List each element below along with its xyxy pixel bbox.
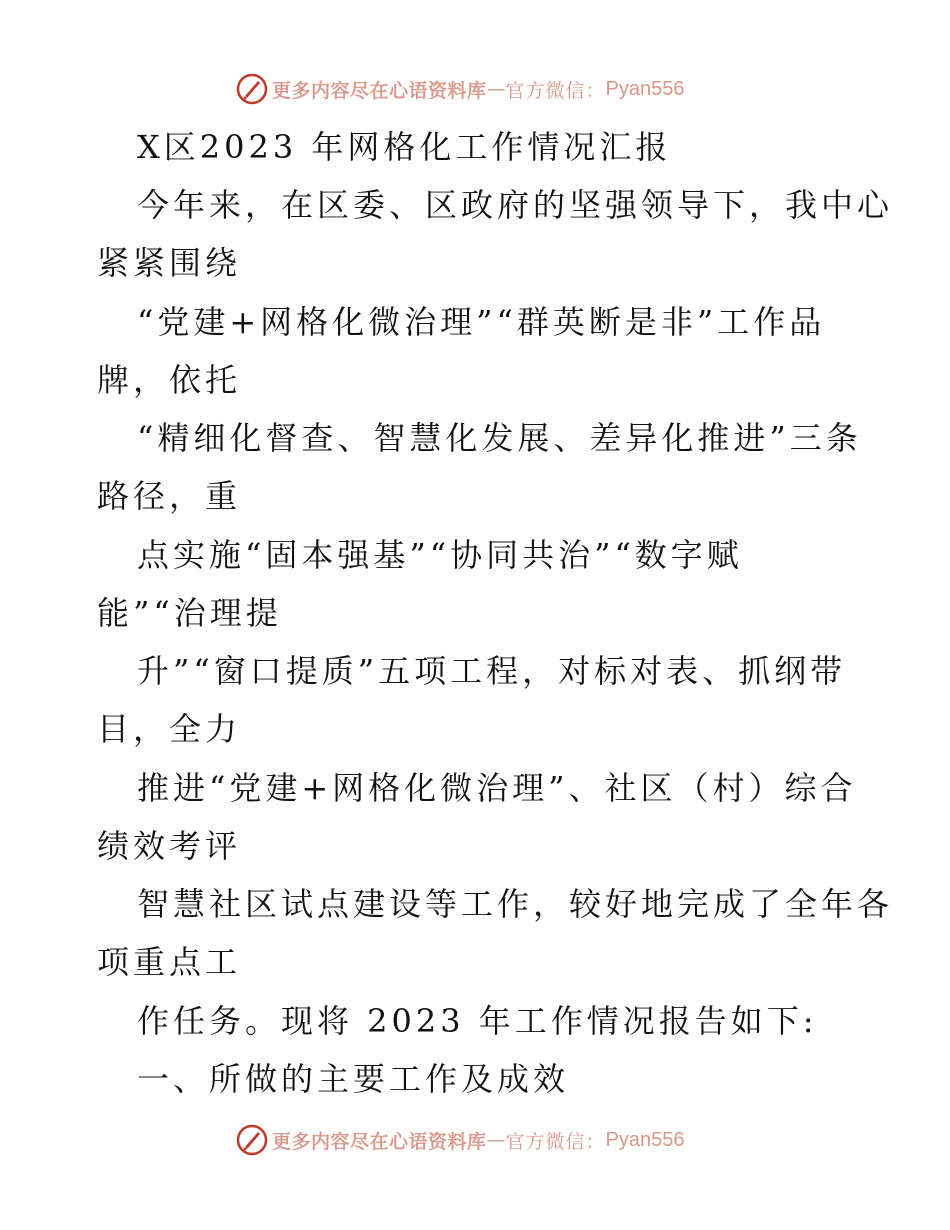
header-watermark: [236, 73, 685, 105]
footer-watermark: [236, 1124, 685, 1156]
watermark-account: Pyan556: [605, 1128, 685, 1151]
paragraph-line: 能”“治理提: [97, 594, 282, 632]
paragraph-line: “党建+网格化微治理”“群英断是非”工作品: [137, 303, 826, 341]
watermark-official-label: 官方微信：: [505, 79, 606, 102]
paragraph-line: 点实施“固本强基”“协同共治”“数字赋: [137, 536, 743, 574]
watermark-dash: —: [486, 1129, 506, 1151]
paragraph-line: “精细化督查、智慧化发展、差异化推进”三条: [137, 419, 862, 457]
paragraph-line: 推进“党建+网格化微治理”、社区（村）综合: [137, 769, 857, 807]
paragraph-line: 作任务。现将 2023 年工作情况报告如下:: [137, 1002, 818, 1040]
paragraph-line: 今年来，在区委、区政府的坚强领导下，我中心: [137, 186, 894, 224]
watermark-dash: —: [486, 78, 506, 100]
paragraph-line: 牌，依托: [97, 361, 242, 399]
document-title: X区2023 年网格化工作情况汇报: [137, 128, 672, 166]
paragraph-line: 智慧社区试点建设等工作，较好地完成了全年各: [137, 885, 894, 923]
watermark-official-label: 官方微信：: [505, 1130, 606, 1153]
paragraph-line: 升”“窗口提质”五项工程，对标对表、抓纲带: [137, 652, 847, 690]
quill-logo-icon: [236, 1124, 268, 1156]
paragraph-line: 紧紧围绕: [97, 244, 242, 282]
section-heading: 一、所做的主要工作及成效: [137, 1060, 570, 1098]
paragraph-line: 目，全力: [97, 710, 242, 748]
watermark-account: Pyan556: [605, 77, 685, 100]
watermark-text: 更多内容尽在心语资料库: [272, 79, 487, 102]
paragraph-line: 绩效考评: [97, 827, 242, 865]
watermark-text: 更多内容尽在心语资料库: [272, 1130, 487, 1153]
quill-logo-icon: [236, 73, 268, 105]
paragraph-line: 路径，重: [97, 477, 242, 515]
paragraph-line: 项重点工: [97, 943, 242, 981]
